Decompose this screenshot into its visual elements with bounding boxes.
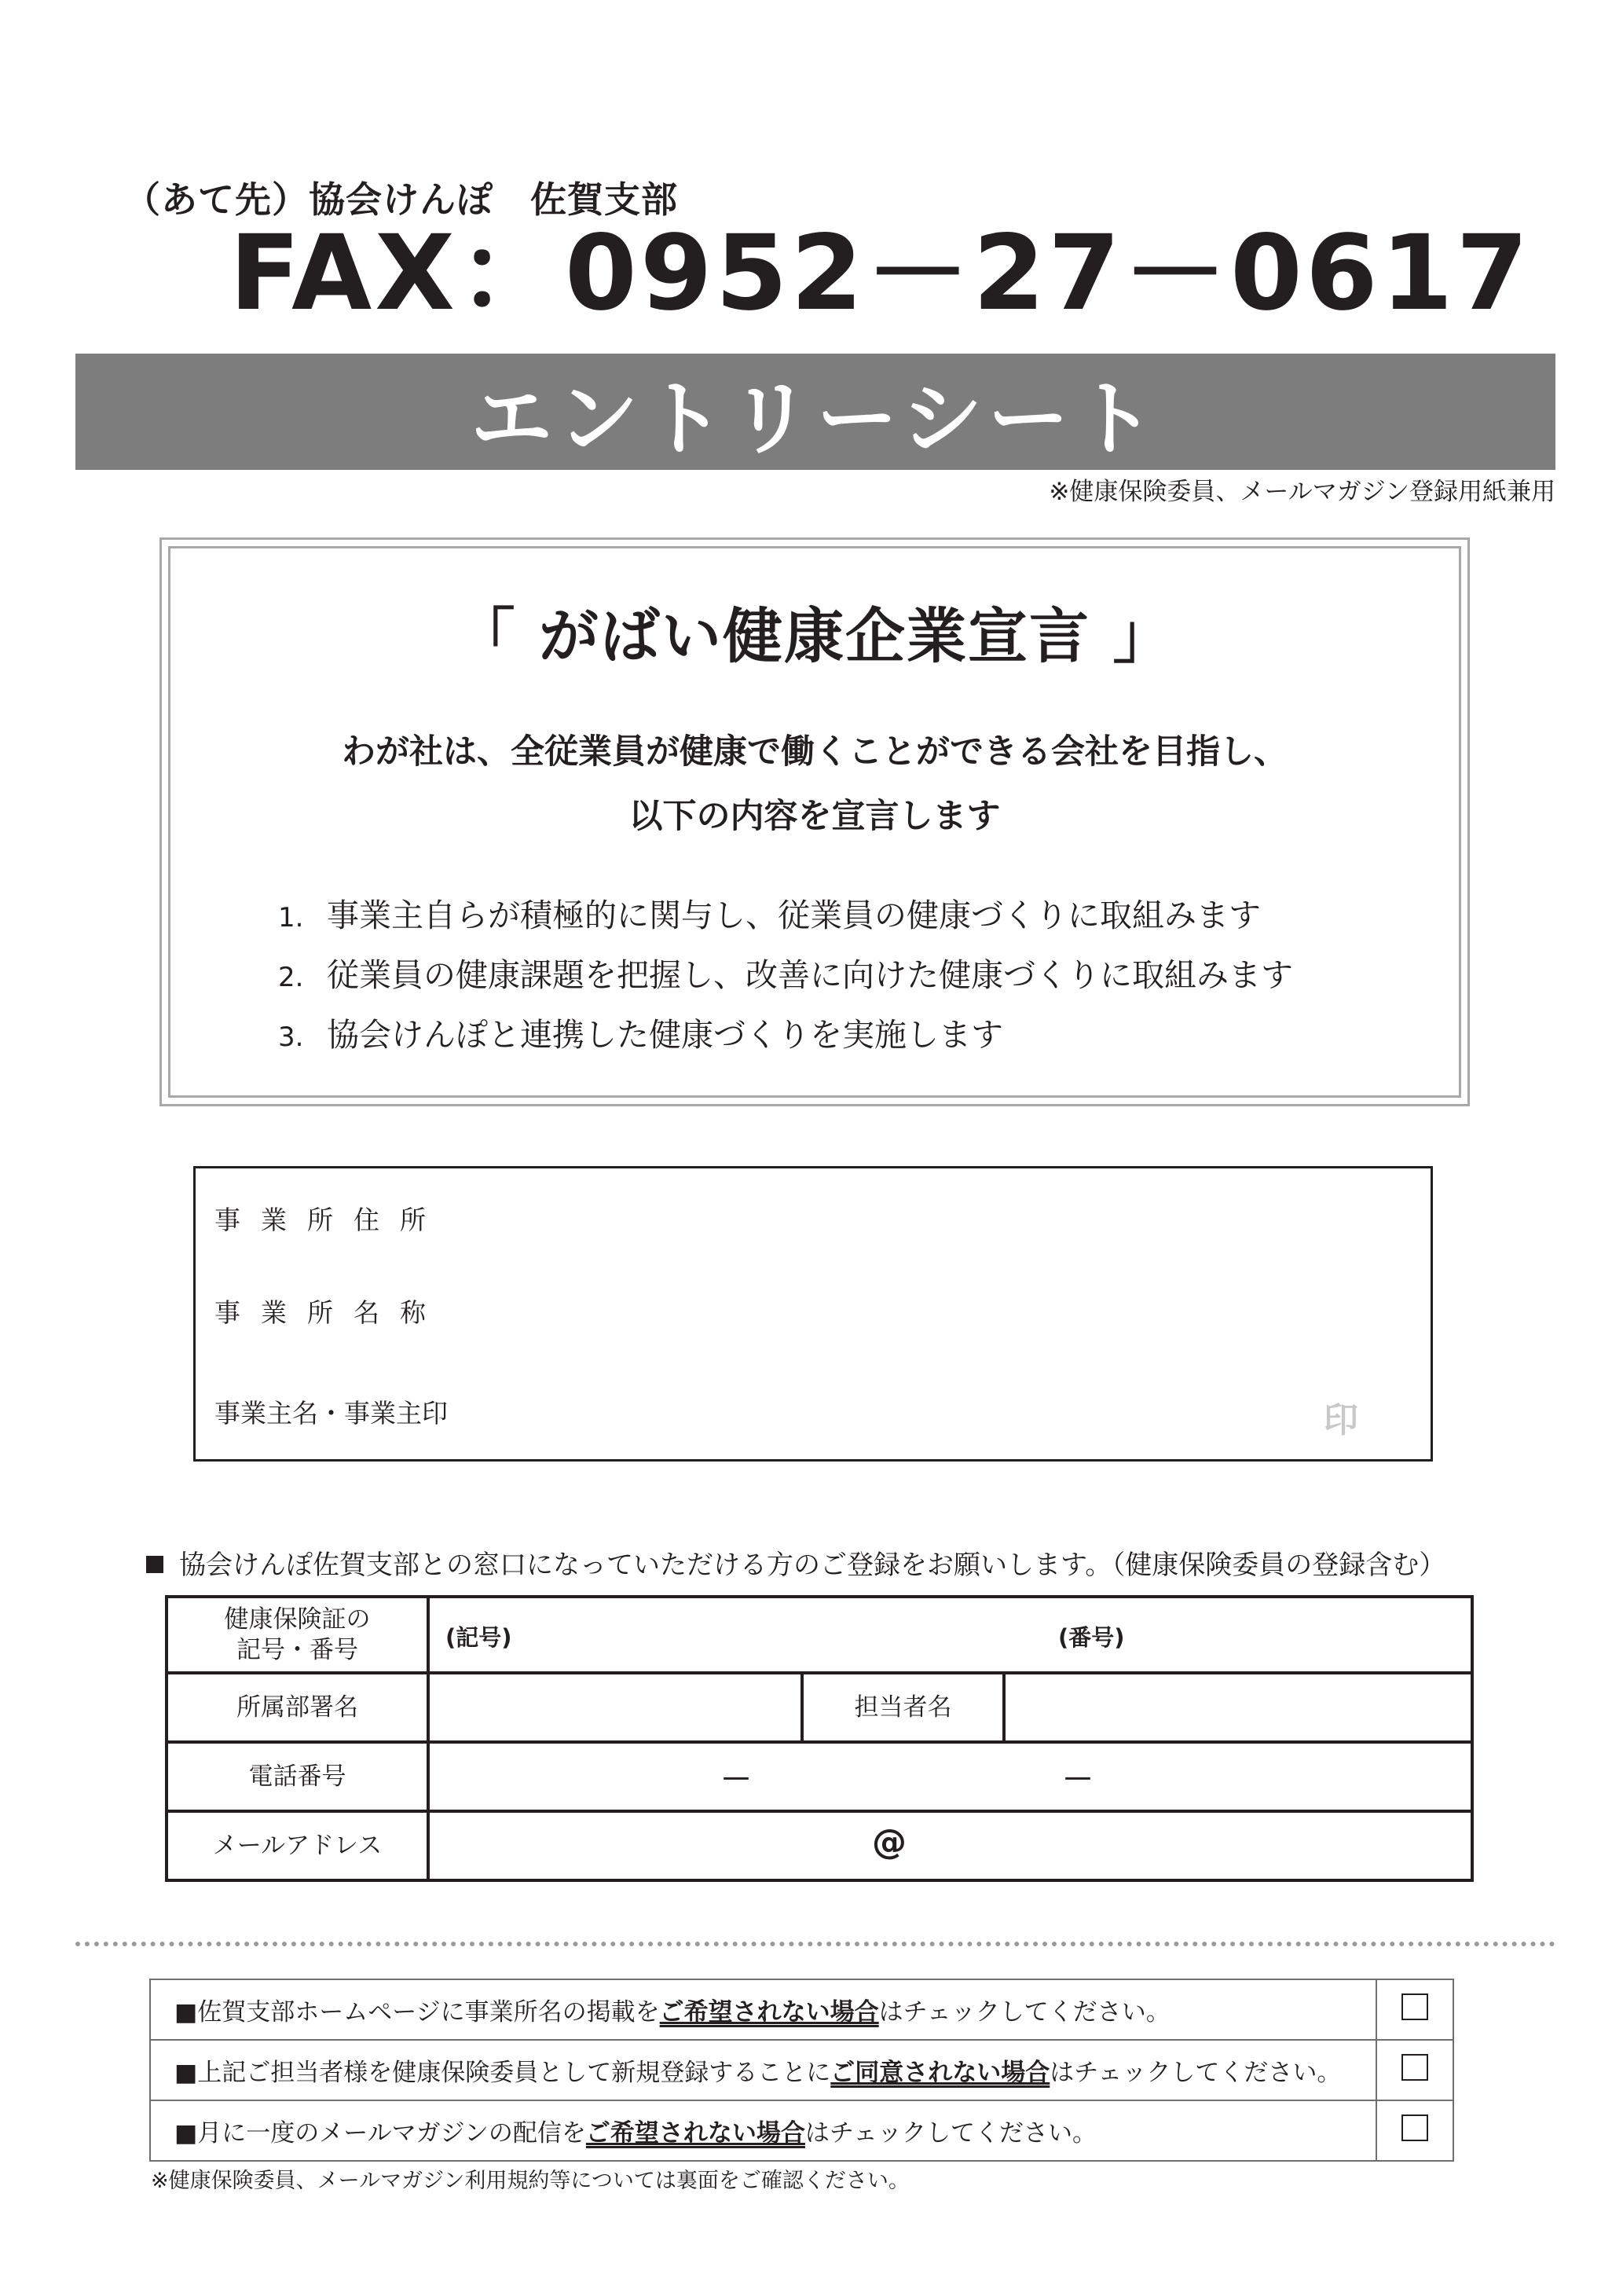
table-row [167, 1811, 1472, 1880]
entry-sheet-banner [75, 354, 1555, 470]
declaration-items [278, 886, 1293, 1065]
checkbox-hide-listing[interactable] [1401, 1993, 1428, 2020]
email-field[interactable] [428, 1811, 1472, 1880]
square-bullet-icon [146, 1556, 163, 1573]
email-at-sign: @ [872, 1822, 907, 1862]
registration-table [165, 1595, 1474, 1882]
table-row [167, 1673, 1472, 1742]
table-row [167, 1597, 1472, 1673]
registration-heading: 協会けんぽ佐賀支部との窓口になっていただける方のご登録をお願いします。（健康保険委員の登録含む） [146, 1543, 1445, 1582]
insurance-number-field[interactable] [428, 1597, 1472, 1673]
banner-note: ※健康保険委員、メールマガジン登録用紙兼用 [1049, 478, 1555, 506]
declaration-lead-line-2: 以下の内容を宣言します [628, 797, 1001, 836]
checkbox-cell[interactable] [1376, 2100, 1453, 2161]
contact-field[interactable] [1004, 1673, 1472, 1742]
declaration-item: 3. 協会けんぽと連携した健康づくりを実施します [278, 1016, 1003, 1054]
seal-mark: 印 [1324, 1400, 1358, 1440]
insurance-label: 健康保険証の 記号・番号 [167, 1597, 428, 1673]
banner-title: エントリーシート [471, 371, 1160, 467]
phone-separator: － [1062, 1762, 1094, 1798]
check-text: ■月に一度のメールマガジンの配信をご希望されない場合はチェックしてください。 [150, 2100, 1376, 2161]
phone-separator: － [720, 1762, 752, 1798]
table-row [150, 1979, 1453, 2040]
business-address-label: 事業所住所 [214, 1205, 446, 1235]
symbol-label: (記号) [445, 1624, 512, 1651]
addressee: （あて先）協会けんぽ 佐賀支部 [124, 178, 678, 221]
business-name-label: 事業所名称 [214, 1297, 446, 1328]
table-row [167, 1742, 1472, 1811]
check-text: ■佐賀支部ホームページに事業所名の掲載をご希望されない場合はチェックしてください。 [150, 1979, 1376, 2040]
table-row [150, 2100, 1453, 2161]
phone-label: 電話番号 [167, 1742, 428, 1811]
checkbox-table [149, 1979, 1454, 2162]
department-field[interactable] [428, 1673, 802, 1742]
declaration-box [159, 537, 1470, 1106]
table-row [150, 2040, 1453, 2100]
number-label: (番号) [1058, 1624, 1125, 1651]
checkbox-decline-newsletter[interactable] [1401, 2114, 1428, 2141]
contact-label: 担当者名 [802, 1673, 1004, 1742]
fax-number: FAX：0952－27－0617 [229, 213, 1532, 334]
footer-note: ※健康保険委員、メールマガジン利用規約等については裏面をご確認ください。 [151, 2169, 910, 2193]
department-label: 所属部署名 [167, 1673, 428, 1742]
declaration-lead-line-1: わが社は、全従業員が健康で働くことができる会社を目指し、 [342, 732, 1288, 772]
email-label: メールアドレス [167, 1811, 428, 1880]
declaration-item: 1. 事業主自らが積極的に関与し、従業員の健康づくりに取組みます [278, 897, 1261, 934]
declaration-title: 「 がばい健康企業宣言 」 [455, 601, 1174, 671]
check-text: ■上記ご担当者様を健康保険委員として新規登録することにご同意されない場合はチェックしてください。 [150, 2040, 1376, 2100]
phone-field[interactable] [428, 1742, 1472, 1811]
checkbox-decline-registration[interactable] [1401, 2054, 1428, 2081]
declaration-item: 2. 従業員の健康課題を把握し、改善に向けた健康づくりに取組みます [278, 956, 1293, 994]
cut-line [75, 1942, 1555, 1946]
business-info-box[interactable] [193, 1166, 1433, 1462]
checkbox-cell[interactable] [1376, 2040, 1453, 2100]
checkbox-cell[interactable] [1376, 1979, 1453, 2040]
business-owner-label: 事業主名・事業主印 [214, 1398, 448, 1429]
